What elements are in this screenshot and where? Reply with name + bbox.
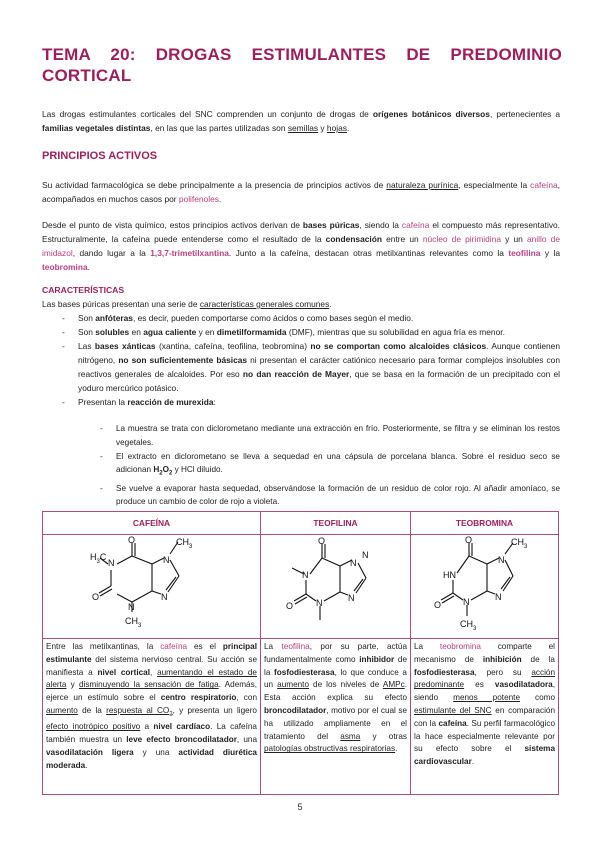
- atom-label: O: [285, 601, 293, 611]
- atom-label: O: [433, 600, 441, 610]
- theophylline-structure-diagram: [286, 536, 386, 632]
- cafeina-description: Entre las metilxantinas, la cafeína es el principal estimulante del sistema nervioso central. Su acción se manifiesta a nivel cortical, aumentando el estado de alerta y disminuyendo la sensación de fatiga. Además, ejerce un estímulo sobre el centro respiratorio, con aumento de la respuesta al $CO_2$, y presenta un ligero efecto inotrópico positivo a nivel cardíaco. La cafeína también muestra un leve efecto broncodilatador, una vasodilatación ligera y una actividad diurética moderada.: [43, 639, 261, 795]
- list-item: - La muestra se trata con diclorometano mediante una extracción en frío. Posteriormente, se filtra y se eliminan los restos vegetales.: [100, 424, 560, 447]
- atom-label: $CH_3$: [510, 537, 527, 550]
- caffeine-structure-diagram: [89, 535, 212, 632]
- atom-label: N: [347, 593, 354, 603]
- theobromine-structure-cell: [411, 535, 559, 639]
- atom-label: $CH_3$: [124, 616, 141, 629]
- table-header-teobromina: TEOBROMINA: [411, 512, 559, 535]
- atom-label: N: [315, 598, 322, 608]
- section-heading-principios: PRINCIPIOS ACTIVOS: [42, 150, 158, 162]
- teofilina-description: La teofilina, por su parte, actúa fundamentalmente como inhibidor de la fosfodiesterasa, lo que conduce a un aumento de los niveles de AMPc. Esta acción explica su efecto broncodilatador, motivo por el cual se ha utilizado ampliamente en el tratamiento del asma y otras patologías obstructivas respiratorias.: [261, 639, 411, 795]
- caracteristicas-intro: Las bases púricas presentan una serie de características generales comunes.: [42, 299, 332, 309]
- atom-label: N: [462, 597, 469, 607]
- table-header-teofilina: TEOFILINA: [261, 512, 411, 535]
- theobromine-structure-diagram: [435, 536, 535, 632]
- principios-paragraph-1: Su actividad farmacológica se debe principalmente a la presencia de principios activos de naturaleza purínica, especialmente la cafeína, acompañados en muchos casos por polifenoles.: [42, 180, 560, 204]
- caffeine-structure-cell: [43, 535, 261, 639]
- atom-label: $H_3C$: [89, 552, 106, 565]
- theophylline-structure-cell: [261, 535, 411, 639]
- list-item: - Son anfóteras, es decir, pueden comportarse como ácidos o como bases según el medio.: [62, 313, 414, 323]
- list-item: - Se vuelve a evaporar hasta sequedad, observándose la formación de un residuo de color rojo. Al añadir amoníaco, se produce un cambio de color de rojo a violeta.: [100, 483, 560, 507]
- atom-label: N: [162, 555, 169, 565]
- list-item: - Las bases xánticas (xantina, cafeína, teofilina, teobromina) no se comportan como alcaloides clásicos. Aunque contienen nitrógeno, no son suficientemente básicas ni presentan el carácter catiónico necesario para formar complejos insolubles con reactivos generales de alcaloides. Por eso no dan reacción de Mayer, que se basa en la formación de un precipitado con el yoduro mercúrico potásico.: [62, 341, 560, 393]
- atom-label: O: [464, 535, 472, 545]
- atom-label: O: [127, 535, 135, 545]
- table-header-cafeina: CAFEÍNA: [43, 512, 261, 535]
- page-title: TEMA 20: DROGAS ESTIMULANTES DE PREDOMINIO CORTICAL: [42, 45, 562, 85]
- page-number: 5: [297, 802, 303, 812]
- atom-label: N: [361, 550, 368, 560]
- methylxanthines-table: [42, 511, 559, 795]
- atom-label: N: [160, 592, 167, 602]
- caracteristicas-list: [62, 311, 560, 409]
- atom-label: N: [127, 602, 134, 612]
- atom-label: O: [91, 592, 99, 602]
- list-item: - Son solubles en agua caliente y en dimetilformamida (DMF), mientras que su solubilidad en agua fría es menor.: [62, 327, 505, 337]
- list-item: - El extracto en diclorometano se lleva a sequedad en una cápsula de porcelana blanca. Sobre el residuo seco se adicionan $H_2O_2$ y HCl diluido.: [100, 451, 560, 477]
- atom-label: N: [301, 570, 308, 580]
- principios-paragraph-2: Desde el punto de vista químico, estos principios activos derivan de bases púricas, siendo la cafeína el compuesto más representativo. Estructuralmente, la cafeína puede entenderse como el resultado de la condensación entre un núcleo de pirimidina y un anillo de imidazol, dando lugar a la 1,3,7-trimetilxantina. Junto a la cafeína, destacan otras metilxantinas relevantes como la teofilina y la teobromina.: [42, 220, 560, 272]
- teobromina-description: La teobromina comparte el mecanismo de inhibición de la fosfodiesterasa, pero su acción predominante es vasodilatadora, siendo menos potente como estimulante del SNC en comparación con la cafeína. Su perfil farmacológico la hace especialmente relevante por su efecto sobre el sistema cardiovascular.: [411, 639, 559, 795]
- atom-label: N: [349, 558, 356, 568]
- atom-label: $CH_3$: [459, 619, 476, 632]
- list-item: - Presentan la reacción de murexida:: [62, 397, 216, 407]
- atom-label: N: [494, 592, 501, 602]
- intro-paragraph: Las drogas estimulantes corticales del SNC comprenden un conjunto de drogas de orígenes botánicos diversos, pertenecientes a familias vegetales distintas, en las que las partes utilizadas son semillas y hojas.: [42, 109, 561, 133]
- atom-label: O: [317, 536, 325, 546]
- atom-label: $CH_3$: [175, 537, 192, 550]
- murexida-sublist: [100, 422, 560, 509]
- section-heading-caracteristicas: CARACTERÍSTICAS: [42, 285, 125, 295]
- atom-label: HN: [442, 570, 456, 580]
- atom-label: N: [107, 558, 114, 568]
- atom-label: N: [497, 555, 504, 565]
